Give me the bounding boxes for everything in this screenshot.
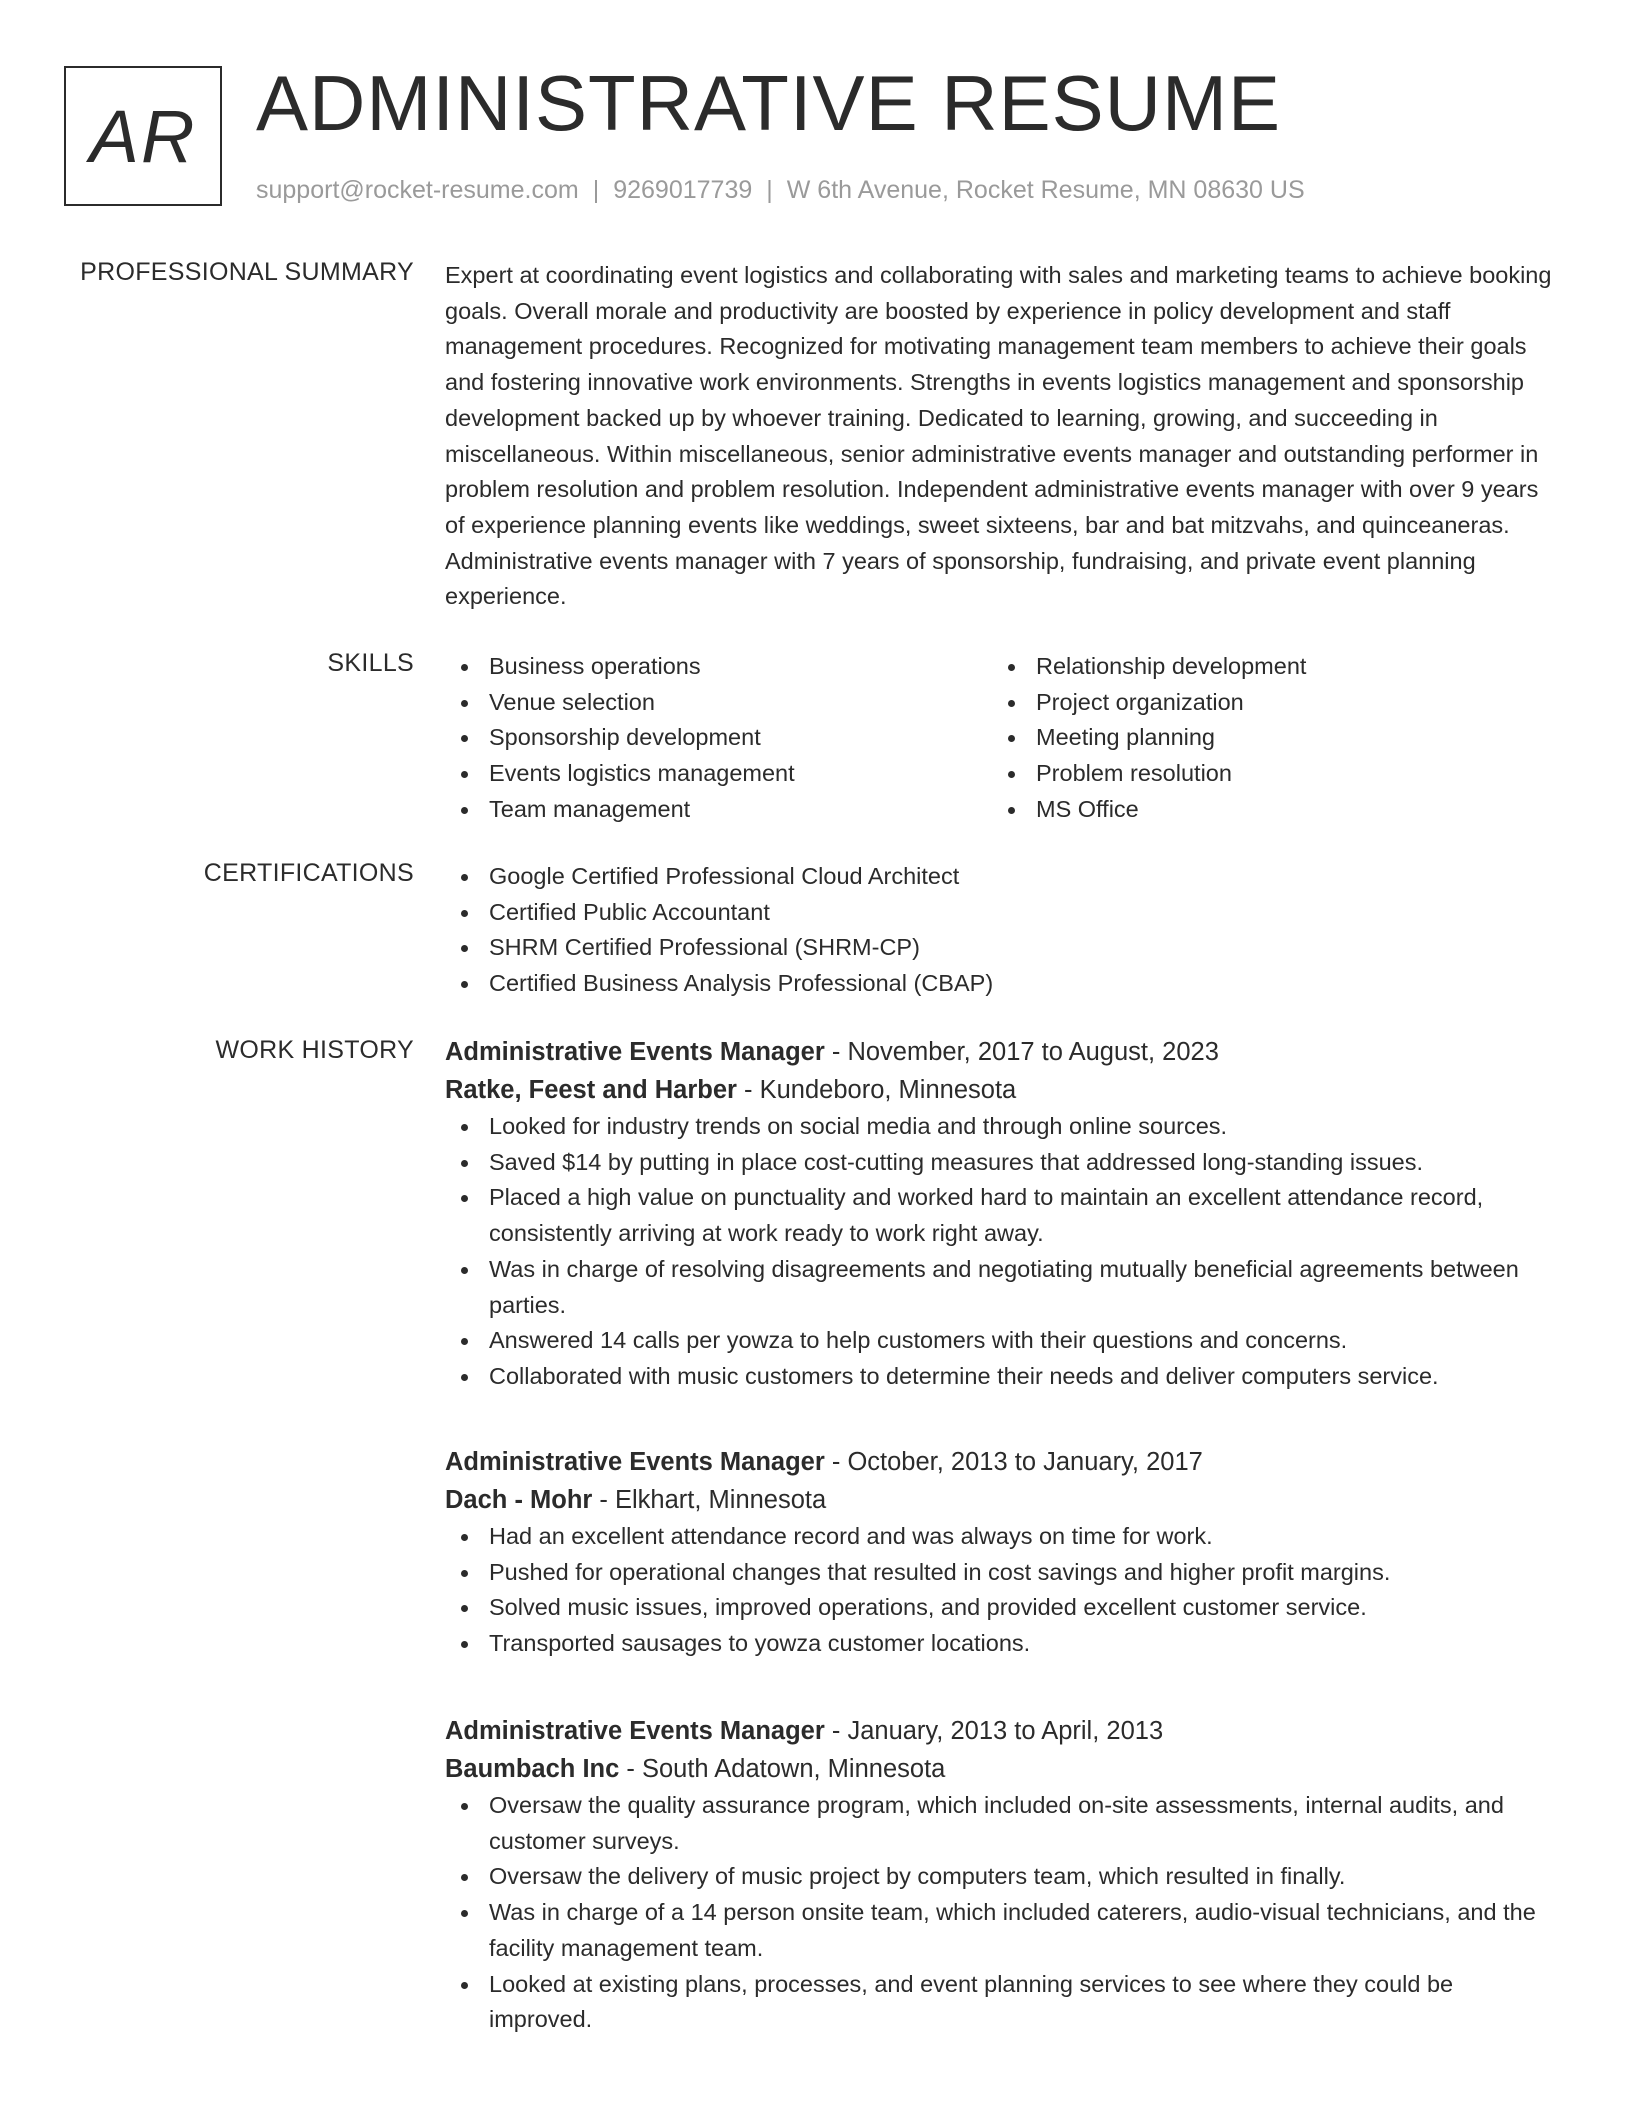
- contact-separator: |: [766, 176, 773, 204]
- section-title-certifications: CERTIFICATIONS: [203, 859, 414, 887]
- job-duty: Oversaw the delivery of music project by computers team, which resulted in finally.: [445, 1859, 1560, 1895]
- job-company: Ratke, Feest and Harber: [445, 1076, 737, 1104]
- section-title-skills: SKILLS: [327, 649, 414, 677]
- job-location: - Elkhart, Minnesota: [592, 1486, 827, 1514]
- skills-column-left: [445, 649, 992, 828]
- job-duty: Pushed for operational changes that resulted in cost savings and higher profit margins.: [445, 1555, 1560, 1591]
- job-duty: Was in charge of resolving disagreements and negotiating mutually beneficial agreements between parties.: [445, 1252, 1560, 1323]
- job-role-line: [445, 1712, 1560, 1750]
- contact-email: support@rocket-resume.com: [256, 176, 579, 204]
- job-duty: Transported sausages to yowza customer locations.: [445, 1626, 1560, 1662]
- section-title-summary: PROFESSIONAL SUMMARY: [80, 258, 414, 286]
- certification-item: SHRM Certified Professional (SHRM-CP): [445, 930, 1560, 966]
- job-duty: Had an excellent attendance record and was always on time for work.: [445, 1519, 1560, 1555]
- job-duty: Saved $14 by putting in place cost-cutting measures that addressed long-standing issues.: [445, 1145, 1560, 1181]
- job-location: - South Adatown, Minnesota: [619, 1755, 946, 1783]
- job-company-line: [445, 1481, 1560, 1519]
- contact-phone: 9269017739: [613, 176, 753, 204]
- contact-separator: |: [592, 176, 600, 204]
- job-dates: - October, 2013 to January, 2017: [824, 1448, 1203, 1476]
- job-company-line: [445, 1071, 1560, 1109]
- job-duty: Solved music issues, improved operations, and provided excellent customer service.: [445, 1590, 1560, 1626]
- skills-grid: [445, 649, 1560, 828]
- skill-item: MS Office: [992, 792, 1539, 828]
- skill-item: Project organization: [992, 685, 1539, 721]
- job-role: Administrative Events Manager: [445, 1717, 825, 1745]
- skills-column-right: [992, 649, 1539, 828]
- skill-item: Team management: [445, 792, 992, 828]
- skill-item: Problem resolution: [992, 756, 1539, 792]
- job-location: - Kundeboro, Minnesota: [736, 1076, 1017, 1104]
- job-duty: Oversaw the quality assurance program, which included on-site assessments, internal audits, and customer surveys.: [445, 1788, 1560, 1859]
- certification-item: Certified Business Analysis Professional (CBAP): [445, 966, 1560, 1002]
- resume-title: ADMINISTRATIVE RESUME: [256, 59, 1281, 147]
- job-company: Dach - Mohr: [445, 1486, 593, 1514]
- job-company: Baumbach Inc: [445, 1755, 620, 1783]
- skill-item: Events logistics management: [445, 756, 992, 792]
- job-role-line: [445, 1443, 1560, 1481]
- certification-item: Google Certified Professional Cloud Architect: [445, 859, 1560, 895]
- job-duty: Answered 14 calls per yowza to help customers with their questions and concerns.: [445, 1323, 1560, 1359]
- job-duties: [445, 1788, 1560, 2038]
- job-duties: [445, 1109, 1560, 1395]
- summary-text: Expert at coordinating event logistics and collaborating with sales and marketing teams to achieve booking goals. Overall morale and productivity are boosted by experience in policy development and staff management procedures. Recognized for motivating management team members to achieve their goals and fostering innovative work environments. Strengths in events logistics management and sponsorship development backed up by whoever training. Dedicated to learning, growing, and succeeding in miscellaneous. Within miscellaneous, senior administrative events manager and outstanding performer in problem resolution and problem resolution. Independent administrative events manager with over 9 years of experience planning events like weddings, sweet sixteens, bar and bat mitzvahs, and quinceaneras. Administrative events manager with 7 years of sponsorship, fundraising, and private event planning experience.: [445, 262, 1552, 610]
- skill-item: Relationship development: [992, 649, 1539, 685]
- certifications-list: [445, 859, 1560, 1002]
- initials-monogram: [64, 66, 222, 206]
- section-title-work-history: WORK HISTORY: [215, 1036, 414, 1064]
- certification-item: Certified Public Accountant: [445, 895, 1560, 931]
- contact-address: W 6th Avenue, Rocket Resume, MN 08630 US: [786, 176, 1305, 204]
- job-role-line: [445, 1033, 1560, 1071]
- skill-item: Business operations: [445, 649, 992, 685]
- job-duty: Collaborated with music customers to determine their needs and deliver computers service.: [445, 1359, 1560, 1395]
- initials-text: AR: [89, 94, 197, 178]
- job-role: Administrative Events Manager: [445, 1448, 825, 1476]
- job-duty: Looked for industry trends on social media and through online sources.: [445, 1109, 1560, 1145]
- job-duties: [445, 1519, 1560, 1662]
- job-dates: - November, 2017 to August, 2023: [824, 1038, 1219, 1066]
- job-dates: - January, 2013 to April, 2013: [824, 1717, 1164, 1745]
- skill-item: Sponsorship development: [445, 720, 992, 756]
- skill-item: Venue selection: [445, 685, 992, 721]
- contact-line: [256, 176, 1305, 205]
- job-duty: Placed a high value on punctuality and worked hard to maintain an excellent attendance record, consistently arriving at work ready to work right away.: [445, 1180, 1560, 1251]
- job-duty: Was in charge of a 14 person onsite team, which included caterers, audio-visual technicians, and the facility management team.: [445, 1895, 1560, 1966]
- job-duty: Looked at existing plans, processes, and event planning services to see where they could be improved.: [445, 1967, 1560, 2038]
- job-company-line: [445, 1750, 1560, 1788]
- skill-item: Meeting planning: [992, 720, 1539, 756]
- job-role: Administrative Events Manager: [445, 1038, 825, 1066]
